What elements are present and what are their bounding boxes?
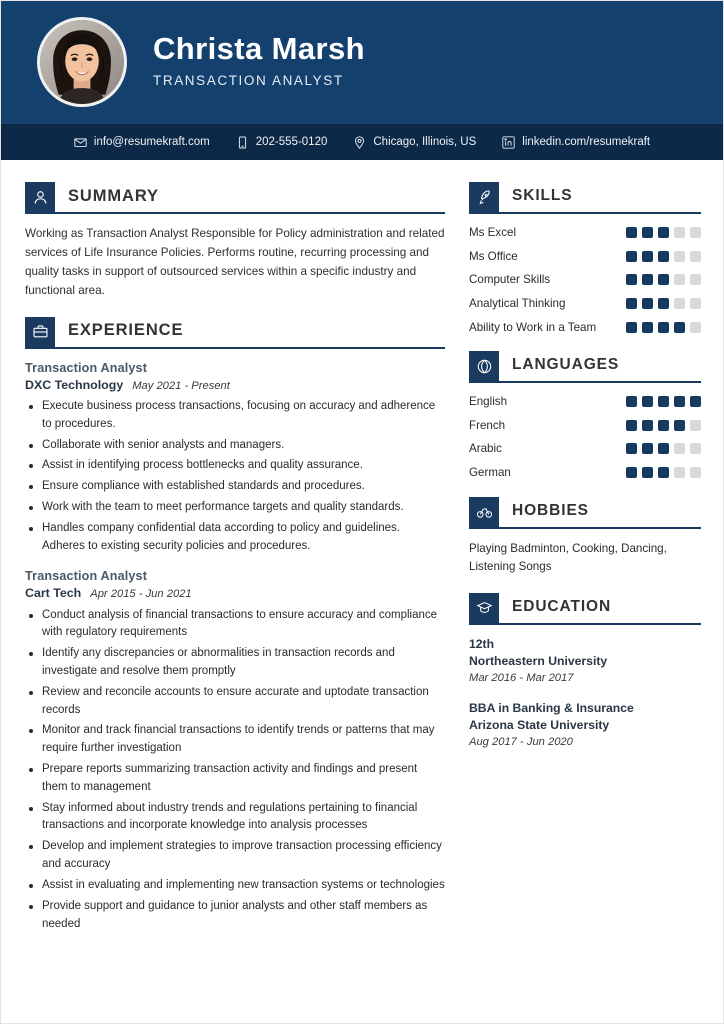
rating-dot [690, 467, 701, 478]
rating-dot [642, 274, 653, 285]
language-row [469, 441, 701, 457]
phone-icon [236, 136, 249, 149]
rating-dot [674, 443, 685, 454]
linkedin-icon [502, 136, 515, 149]
job-bullet: Assist in identifying process bottlenecks and quality assurance. [25, 457, 445, 475]
rating-dot [674, 420, 685, 431]
education-title: EDUCATION [512, 597, 612, 615]
contact-phone[interactable] [236, 136, 328, 149]
languages-header [469, 351, 701, 383]
rating-dot [690, 420, 701, 431]
rating-dot [674, 298, 685, 309]
rating-dot [674, 396, 685, 407]
rating-dot [674, 251, 685, 262]
section-languages [469, 351, 701, 481]
education-degree: BBA in Banking & Insurance [469, 700, 634, 715]
language-label: English [469, 395, 508, 409]
contact-email-text: info@resumekraft.com [93, 136, 210, 148]
rating-dot [626, 298, 637, 309]
contact-linkedin[interactable] [502, 136, 650, 149]
rating-dot [626, 251, 637, 262]
summary-title: SUMMARY [68, 186, 159, 205]
skill-label: Ms Office [469, 249, 518, 263]
education-dates: Aug 2017 - Jun 2020 [469, 735, 573, 748]
education-item [469, 700, 701, 751]
rating-dot [658, 227, 669, 238]
rating-dot [658, 396, 669, 407]
skill-label: Computer Skills [469, 273, 551, 287]
skill-rating [626, 225, 701, 238]
job-bullet: Monitor and track financial transactions to identify trends or patterns that may require further investigation [25, 722, 445, 758]
skill-rating [626, 272, 701, 285]
left-column [25, 182, 445, 949]
rating-dot [690, 396, 701, 407]
rating-dot [642, 420, 653, 431]
education-header [469, 593, 701, 625]
job-bullet: Prepare reports summarizing transaction activity and findings and present them to management [25, 761, 445, 797]
skill-label: Ability to Work in a Team [469, 320, 597, 334]
language-rating [626, 394, 701, 407]
contact-phone-text: 202-555-0120 [255, 136, 328, 148]
rating-dot [658, 467, 669, 478]
job-bullet: Work with the team to meet performance targets and quality standards. [25, 499, 445, 517]
education-item [469, 636, 701, 687]
briefcase-icon [25, 317, 55, 347]
job-company: Cart Tech [25, 586, 82, 601]
person-icon [25, 182, 55, 212]
experience-title: EXPERIENCE [68, 321, 184, 340]
hobbies-header [469, 497, 701, 529]
education-degree: 12th [469, 636, 495, 651]
right-column [469, 182, 701, 949]
language-rating [626, 441, 701, 454]
rating-dot [642, 227, 653, 238]
rating-dot [642, 443, 653, 454]
skill-label: Analytical Thinking [469, 296, 566, 310]
rating-dot [626, 467, 637, 478]
skill-row [469, 296, 701, 312]
language-row [469, 418, 701, 434]
skill-rating [626, 296, 701, 309]
rating-dot [690, 322, 701, 333]
rating-dot [674, 227, 685, 238]
job-dates: Apr 2015 - Jun 2021 [90, 588, 192, 601]
summary-header [25, 182, 445, 214]
contact-location-text: Chicago, Illinois, US [373, 136, 477, 148]
job-bullets [25, 398, 445, 556]
rating-dot [642, 322, 653, 333]
language-label: French [469, 418, 506, 432]
hobbies-title: HOBBIES [512, 501, 589, 519]
section-skills [469, 182, 701, 335]
job-bullet: Develop and implement strategies to improve transaction processing efficiency and accuracy [25, 838, 445, 874]
education-school: Northeastern University [469, 653, 608, 668]
contact-bar [1, 123, 723, 160]
candidate-role: TRANSACTION ANALYST [153, 73, 344, 89]
skills-header [469, 182, 701, 214]
rating-dot [626, 227, 637, 238]
contact-location[interactable] [353, 136, 476, 149]
skill-rating [626, 320, 701, 333]
profile-photo-avatar [37, 17, 127, 107]
job-bullet: Identify any discrepancies or abnormalities in transaction records and investigate and resolve them promptly [25, 645, 445, 681]
rating-dot [674, 322, 685, 333]
rating-dot [658, 251, 669, 262]
education-dates: Mar 2016 - Mar 2017 [469, 672, 574, 685]
location-pin-icon [353, 136, 366, 149]
skill-row [469, 249, 701, 265]
job-bullet: Execute business process transactions, focusing on accuracy and adherence to procedures. [25, 398, 445, 434]
rating-dot [642, 467, 653, 478]
rating-dot [674, 467, 685, 478]
rating-dot [690, 443, 701, 454]
contact-linkedin-text: linkedin.com/resumekraft [522, 136, 651, 148]
language-label: German [469, 466, 511, 480]
globe-icon [469, 351, 499, 381]
experience-header [25, 317, 445, 349]
resume-header [1, 1, 723, 123]
job-bullet: Ensure compliance with established standards and procedures. [25, 478, 445, 496]
resume-body [1, 160, 723, 949]
section-hobbies [469, 497, 701, 577]
job-title: Transaction Analyst [25, 569, 148, 584]
section-summary [25, 182, 445, 301]
job-bullets [25, 607, 445, 934]
rating-dot [626, 420, 637, 431]
job-bullet: Stay informed about industry trends and regulations pertaining to financial transactions and incorporate knowledge into analysis processes [25, 800, 445, 836]
candidate-name: Christa Marsh [153, 30, 365, 66]
experience-item [25, 360, 445, 556]
skill-label: Ms Excel [469, 226, 517, 239]
language-row [469, 465, 701, 481]
rocket-icon [469, 182, 499, 212]
job-title: Transaction Analyst [25, 360, 148, 375]
skill-rating [626, 249, 701, 262]
job-bullet: Conduct analysis of financial transactions to ensure accuracy and compliance with regulatory requirements [25, 607, 445, 643]
identity-block [153, 32, 365, 92]
hobbies-text: Playing Badminton, Cooking, Dancing, Listening Songs [469, 541, 667, 574]
skill-row [469, 272, 701, 288]
experience-item [25, 568, 445, 933]
job-meta [25, 585, 445, 602]
job-bullet: Review and reconcile accounts to ensure accurate and uptodate transaction records [25, 684, 445, 720]
job-company: DXC Technology [25, 377, 124, 392]
rating-dot [642, 396, 653, 407]
job-dates: May 2021 - Present [132, 379, 230, 392]
language-row [469, 394, 701, 410]
rating-dot [642, 298, 653, 309]
envelope-icon [74, 136, 87, 149]
job-bullet: Assist in evaluating and implementing new transaction systems or technologies [25, 877, 445, 895]
rating-dot [690, 298, 701, 309]
rating-dot [658, 274, 669, 285]
section-experience [25, 317, 445, 934]
avatar-illustration [40, 20, 124, 104]
rating-dot [690, 274, 701, 285]
rating-dot [626, 274, 637, 285]
education-school: Arizona State University [469, 717, 610, 732]
languages-title: LANGUAGES [512, 356, 620, 374]
rating-dot [690, 251, 701, 262]
language-rating [626, 465, 701, 478]
rating-dot [690, 227, 701, 238]
rating-dot [658, 443, 669, 454]
rating-dot [642, 251, 653, 262]
language-rating [626, 418, 701, 431]
skill-row [469, 320, 701, 336]
job-bullet: Collaborate with senior analysts and managers. [25, 437, 445, 455]
bicycle-icon [469, 497, 499, 527]
rating-dot [674, 274, 685, 285]
rating-dot [626, 322, 637, 333]
rating-dot [658, 322, 669, 333]
contact-email[interactable] [74, 136, 210, 149]
rating-dot [658, 420, 669, 431]
job-bullet: Handles company confidential data according to policy and guidelines. Adheres to existing security policies and procedures. [25, 520, 445, 556]
job-meta [25, 377, 445, 394]
skills-title: SKILLS [512, 187, 573, 204]
summary-text: Working as Transaction Analyst Responsible for Policy administration and related services of Life Insurance Policies. Performs routine, recurring processing and quality tasks in support of outsourced services within a specific industry and functional area. [25, 227, 445, 297]
job-bullet: Provide support and guidance to junior analysts and other staff members as needed [25, 898, 445, 934]
language-label: Arabic [469, 442, 502, 456]
rating-dot [626, 443, 637, 454]
rating-dot [658, 298, 669, 309]
skill-row [469, 225, 701, 241]
section-education [469, 593, 701, 751]
graduation-cap-icon [469, 593, 499, 623]
rating-dot [626, 396, 637, 407]
